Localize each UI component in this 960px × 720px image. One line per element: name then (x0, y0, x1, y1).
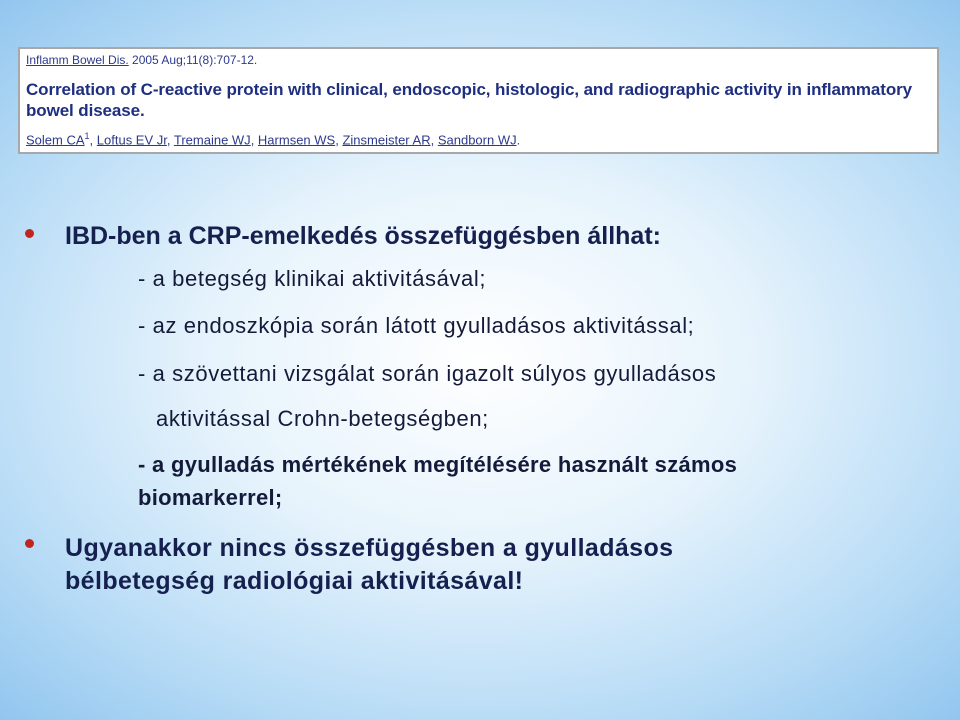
sub-item-clinical: - a betegség klinikai aktivitásával; (138, 266, 487, 291)
author-link[interactable]: Zinsmeister AR (342, 132, 431, 148)
journal-link[interactable]: Inflamm Bowel Dis. (26, 53, 129, 67)
sub-item-biomarkers: - a gyulladás mértékének megítélésére használt számos (138, 452, 738, 477)
author-link[interactable]: Sandborn WJ (437, 132, 517, 148)
author-list: Solem $CA^1$, Loftus EV Jr, Tremaine WJ, Harmsen WS, Zinsmeister AR, Sandborn WJ. (26, 131, 521, 148)
article-title: Correlation of C-reactive protein with clinical, endoscopic, histologic, and radiographic activity in inflammatory bowel disease. (26, 80, 912, 120)
bullet-text-2-line2: bélbetegség radiológiai aktivitásával! (65, 567, 524, 595)
author-list-end: . (516, 132, 521, 148)
sub-item-histology: - a szövettani vizsgálat során igazolt súlyos gyulladásos (138, 361, 717, 386)
bullet-text-2-line1: Ugyanakkor nincs összefüggésben a gyulladásos (65, 534, 674, 562)
author-link[interactable]: Harmsen WS (257, 132, 336, 148)
sub-item-biomarkers-cont: biomarkerrel; (138, 485, 283, 510)
sub-item-histology-cont: aktivitással Crohn-betegségben; (156, 406, 489, 431)
journal-details: 2005 Aug;11(8):707-12. (128, 53, 258, 67)
author-link[interactable]: Solem CA (26, 132, 85, 148)
sub-item-endoscopy: - az endoszkópia során látott gyulladásos aktivitással; (138, 313, 695, 338)
author-link[interactable]: Loftus EV Jr (96, 132, 167, 148)
affiliation-marker: 1 (84, 131, 90, 141)
bullet-dot-icon (25, 539, 34, 548)
bullet-dot-icon (25, 229, 34, 238)
author-link[interactable]: Tremaine WJ (173, 132, 251, 148)
bullet-text-1: IBD-ben a CRP-emelkedés összefüggésben állhat: (65, 222, 661, 250)
